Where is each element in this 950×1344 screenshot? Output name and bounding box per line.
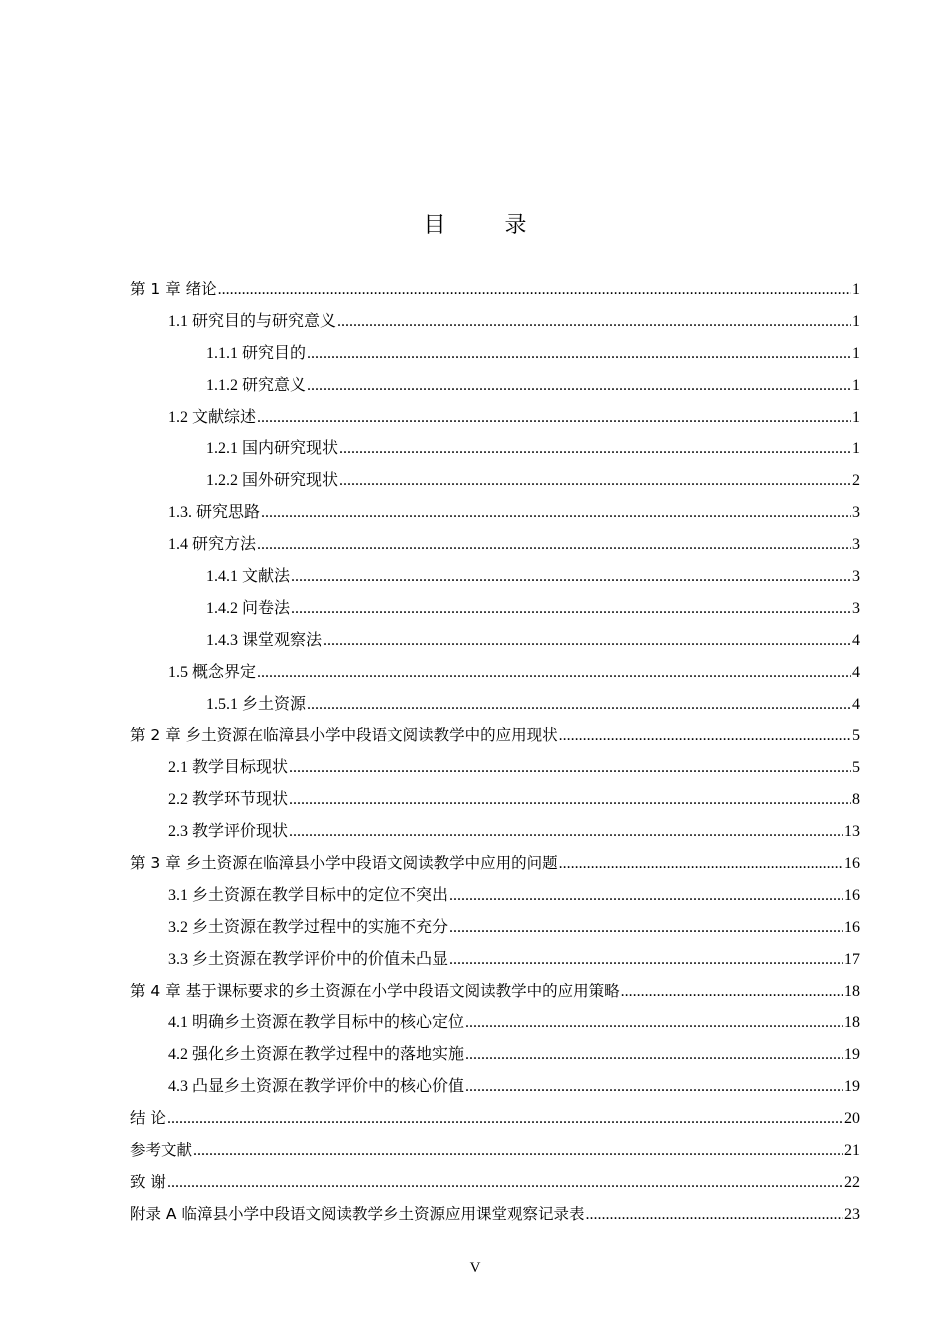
toc-entry[interactable] <box>130 848 860 880</box>
toc-entry-page: 19 <box>844 1046 860 1064</box>
toc-entry-page: 4 <box>852 695 860 713</box>
toc-entry-page: 4 <box>852 631 860 649</box>
toc-entry-page: 1 <box>852 281 860 298</box>
page-number: V <box>469 1260 481 1276</box>
toc-entry-label: 附录 A 临漳县小学中段语文阅读教学乡土资源应用课堂观察记录表 <box>130 1204 585 1223</box>
toc-leader-dots <box>585 1199 843 1231</box>
toc-entry-page: 23 <box>844 1205 860 1223</box>
toc-entry-page: 1 <box>852 440 860 458</box>
toc-leader-dots <box>167 1103 843 1135</box>
table-of-contents <box>130 274 860 1231</box>
toc-entry-label: 2.2 教学环节现状 <box>168 791 289 809</box>
toc-leader-dots <box>167 1167 843 1199</box>
toc-entry[interactable] <box>130 657 860 689</box>
toc-entry-label: 第 2 章 乡土资源在临漳县小学中段语文阅读教学中的应用现状 <box>130 726 558 745</box>
toc-entry-page: 4 <box>852 663 860 681</box>
toc-leader-dots <box>257 402 851 434</box>
toc-entry[interactable] <box>130 880 860 912</box>
toc-entry[interactable] <box>130 338 860 370</box>
toc-leader-dots <box>218 274 851 306</box>
toc-entry[interactable] <box>130 912 860 944</box>
toc-leader-dots <box>261 497 851 529</box>
toc-leader-dots <box>257 657 851 689</box>
toc-entry-label: 1.3. 研究思路 <box>168 504 261 522</box>
toc-entry-page: 21 <box>844 1142 860 1160</box>
toc-entry-label: 3.3 乡土资源在教学评价中的价值未凸显 <box>168 950 449 968</box>
toc-entry-page: 1 <box>852 312 860 330</box>
toc-leader-dots <box>289 816 843 848</box>
toc-entry[interactable] <box>130 625 860 657</box>
toc-entry-label: 参考文献 <box>130 1141 193 1160</box>
toc-entry-page: 3 <box>852 504 860 522</box>
toc-entry-label: 第 1 章 绪论 <box>130 280 217 298</box>
toc-entry-page: 16 <box>844 886 860 904</box>
toc-entry-label: 2.3 教学评价现状 <box>168 823 289 841</box>
toc-entry-label: 3.1 乡土资源在教学目标中的定位不突出 <box>168 886 449 904</box>
toc-entry-page: 5 <box>852 727 860 745</box>
toc-entry[interactable] <box>130 561 860 593</box>
toc-entry-label: 1.1 研究目的与研究意义 <box>168 312 337 330</box>
toc-leader-dots <box>291 561 851 593</box>
toc-entry-page: 19 <box>844 1078 860 1096</box>
toc-leader-dots <box>465 1039 843 1071</box>
toc-entry-label: 1.4 研究方法 <box>168 536 257 554</box>
toc-entry[interactable] <box>130 752 860 784</box>
toc-leader-dots <box>337 306 851 338</box>
toc-entry-page: 1 <box>852 344 860 362</box>
toc-entry-label: 结 论 <box>130 1109 166 1128</box>
toc-entry-page: 1 <box>852 376 860 394</box>
toc-leader-dots <box>339 433 851 465</box>
toc-entry[interactable] <box>130 720 860 752</box>
toc-leader-dots <box>193 1135 843 1167</box>
toc-entry-label: 1.2.2 国外研究现状 <box>206 472 339 490</box>
toc-leader-dots <box>339 465 851 497</box>
toc-entry-page: 3 <box>852 568 860 586</box>
toc-leader-dots <box>559 720 851 752</box>
toc-entry-label: 4.3 凸显乡土资源在教学评价中的核心价值 <box>168 1078 465 1096</box>
toc-entry-page: 16 <box>844 918 860 936</box>
toc-entry[interactable] <box>130 1071 860 1103</box>
toc-entry-label: 1.1.1 研究目的 <box>206 344 307 362</box>
toc-entry[interactable] <box>130 976 860 1008</box>
toc-leader-dots <box>307 689 851 721</box>
toc-entry-page: 17 <box>844 950 860 968</box>
toc-entry-label: 3.2 乡土资源在教学过程中的实施不充分 <box>168 918 449 936</box>
toc-entry-label: 1.1.2 研究意义 <box>206 376 307 394</box>
toc-leader-dots <box>449 944 843 976</box>
toc-title: 目 录 <box>423 213 553 238</box>
toc-entry-page: 18 <box>844 982 860 1000</box>
toc-entry-label: 第 3 章 乡土资源在临漳县小学中段语文阅读教学中应用的问题 <box>130 854 558 873</box>
toc-leader-dots <box>289 784 851 816</box>
toc-leader-dots <box>465 1071 843 1103</box>
toc-entry[interactable] <box>130 784 860 816</box>
toc-leader-dots <box>621 976 843 1008</box>
toc-entry-label: 1.4.1 文献法 <box>206 568 291 586</box>
toc-leader-dots <box>307 338 851 370</box>
toc-entry-label: 第 4 章 基于课标要求的乡土资源在小学中段语文阅读教学中的应用策略 <box>130 981 620 1000</box>
toc-entry[interactable] <box>130 274 860 306</box>
toc-leader-dots <box>289 752 851 784</box>
toc-entry-page: 13 <box>844 823 860 841</box>
toc-entry[interactable] <box>130 1007 860 1039</box>
toc-entry[interactable] <box>130 370 860 402</box>
toc-entry[interactable] <box>130 689 860 721</box>
toc-leader-dots <box>307 370 851 402</box>
toc-entry-page: 5 <box>852 759 860 777</box>
toc-entry-label: 2.1 教学目标现状 <box>168 759 289 777</box>
toc-entry-page: 3 <box>852 599 860 617</box>
toc-entry-page: 18 <box>844 1014 860 1032</box>
toc-entry[interactable] <box>130 433 860 465</box>
toc-leader-dots <box>449 880 843 912</box>
toc-entry[interactable] <box>130 1199 860 1231</box>
toc-entry-label: 1.4.2 问卷法 <box>206 599 291 617</box>
toc-entry[interactable] <box>130 816 860 848</box>
toc-leader-dots <box>465 1007 843 1039</box>
toc-entry-page: 20 <box>844 1110 860 1128</box>
toc-leader-dots <box>449 912 843 944</box>
toc-entry[interactable] <box>130 593 860 625</box>
toc-entry[interactable] <box>130 1103 860 1135</box>
toc-leader-dots <box>559 848 843 880</box>
toc-entry[interactable] <box>130 497 860 529</box>
toc-entry-label: 致 谢 <box>130 1172 166 1191</box>
toc-entry[interactable] <box>130 1039 860 1071</box>
toc-entry-label: 1.4.3 课堂观察法 <box>206 631 323 649</box>
toc-leader-dots <box>323 625 851 657</box>
toc-entry-label: 1.5 概念界定 <box>168 663 257 681</box>
toc-entry[interactable] <box>130 1167 860 1199</box>
toc-entry-page: 3 <box>852 536 860 554</box>
toc-entry[interactable] <box>130 529 860 561</box>
toc-leader-dots <box>257 529 851 561</box>
toc-entry-label: 4.1 明确乡土资源在教学目标中的核心定位 <box>168 1014 465 1032</box>
toc-entry-page: 1 <box>852 408 860 426</box>
toc-entry-page: 8 <box>852 791 860 809</box>
toc-entry[interactable] <box>130 306 860 338</box>
toc-entry-page: 16 <box>844 855 860 873</box>
toc-entry-label: 4.2 强化乡土资源在教学过程中的落地实施 <box>168 1046 465 1064</box>
toc-leader-dots <box>291 593 851 625</box>
toc-entry-label: 1.2.1 国内研究现状 <box>206 440 339 458</box>
toc-entry[interactable] <box>130 465 860 497</box>
toc-entry-label: 1.5.1 乡土资源 <box>206 695 307 713</box>
toc-entry-label: 1.2 文献综述 <box>168 408 257 426</box>
toc-entry-page: 2 <box>852 472 860 490</box>
toc-entry[interactable] <box>130 944 860 976</box>
toc-entry-page: 22 <box>844 1173 860 1191</box>
toc-entry[interactable] <box>130 402 860 434</box>
toc-entry[interactable] <box>130 1135 860 1167</box>
